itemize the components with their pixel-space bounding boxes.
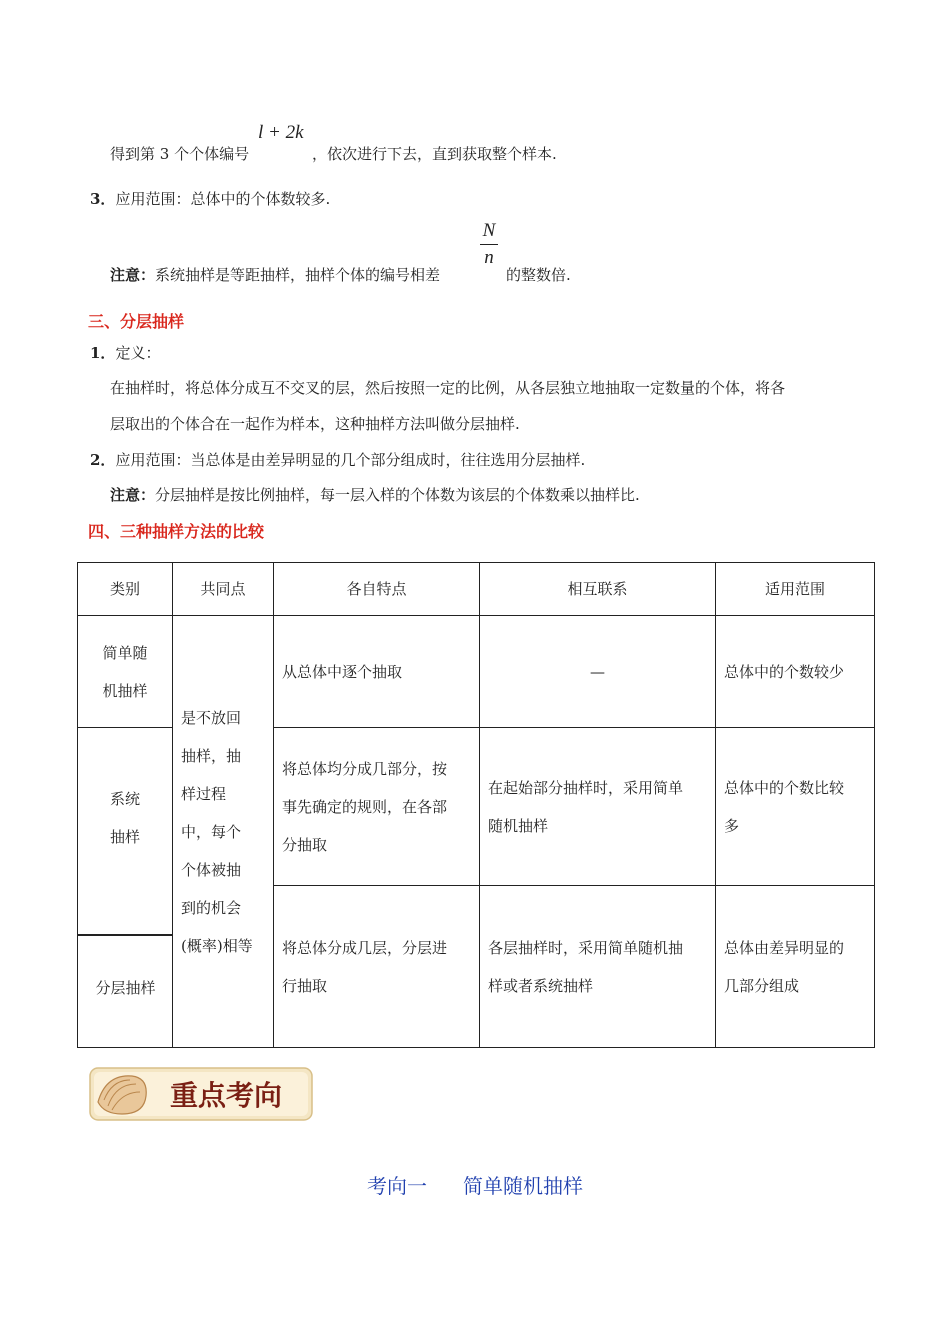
cell-text: (概率)相等 — [181, 936, 253, 955]
cell-relation — [480, 616, 716, 728]
header-relation: 相互联系 — [480, 563, 716, 616]
fraction-n-over-n — [477, 218, 501, 271]
cell-text: 各层抽样时，采用简单随机抽 — [488, 938, 684, 957]
table-header-row — [78, 563, 875, 616]
cell-text: 抽样 — [109, 828, 140, 846]
list-number: 3． — [90, 190, 116, 208]
cell-scope — [716, 728, 875, 886]
fraction-denominator: n — [484, 247, 494, 268]
cell-text: 将总体均分成几部分，按 — [282, 759, 448, 778]
cell-text: 样过程 — [181, 784, 227, 803]
cell-scope — [716, 886, 875, 1048]
cell-text: 事先确定的规则，在各部 — [282, 797, 448, 816]
s3-list-item-2 — [90, 450, 585, 470]
cell-common — [173, 616, 274, 1048]
cell-text: 多 — [724, 816, 740, 835]
cell-text: 总体中的个数比较 — [724, 778, 845, 797]
cell-text: 总体中的个数较少 — [724, 662, 845, 681]
shell-banner-icon — [86, 1062, 316, 1126]
cell-feature — [274, 728, 480, 886]
topic-part1: 考向一 — [367, 1174, 427, 1198]
cell-text: 简单随 — [102, 643, 148, 662]
cell-text: 系统 — [109, 790, 140, 808]
cell-relation — [480, 886, 716, 1048]
note1-after: 的整数倍. — [506, 266, 571, 284]
cell-text: 行抽取 — [282, 976, 328, 995]
cell-text: 个体被抽 — [181, 860, 242, 879]
note-line-1 — [110, 265, 440, 285]
cell-category — [78, 616, 173, 728]
cell-text: 总体由差异明显的 — [724, 938, 845, 957]
list-text: 应用范围：总体中的个体数较多. — [115, 190, 331, 208]
cell-text: 抽样，抽 — [181, 746, 242, 765]
note-label: 注意： — [110, 486, 156, 504]
cell-text: 将总体分成几层，分层进 — [282, 938, 448, 957]
line1-before: 得到第 3 个个体编号 — [110, 145, 250, 163]
s3-definition-line-2: 层取出的个体合在一起作为样本，这种抽样方法叫做分层抽样. — [110, 415, 520, 433]
note-line-2 — [110, 485, 640, 505]
cell-relation — [480, 728, 716, 886]
cell-text: 是不放回 — [181, 708, 242, 727]
list-number: 1． — [90, 344, 116, 362]
banner-text: 重点考向 — [169, 1079, 283, 1112]
formula-l-plus-2k: l + 2k — [258, 122, 304, 143]
cell-text: 在起始部分抽样时，采用简单 — [488, 778, 684, 797]
fraction-numerator: N — [482, 220, 496, 241]
body-line-1 — [110, 144, 249, 164]
list-text: 定义： — [115, 344, 161, 362]
section-title-3: 三、分层抽样 — [88, 312, 185, 331]
header-scope: 适用范围 — [716, 563, 875, 616]
topic-title — [0, 1170, 950, 1199]
s3-definition-line-1: 在抽样时，将总体分成互不交叉的层，然后按照一定的比例，从各层独立地抽取一定数量的个体，将各 — [110, 379, 786, 397]
cell-scope — [716, 616, 875, 728]
s3-list-item-1 — [90, 343, 160, 363]
note-text: 分层抽样是按比例抽样，每一层入样的个体数为该层的个体数乘以抽样比. — [155, 486, 640, 504]
cell-text: 几部分组成 — [724, 976, 800, 995]
list-text: 应用范围：当总体是由差异明显的几个部分组成时，往往选用分层抽样. — [115, 451, 586, 469]
cell-text: 中，每个 — [181, 822, 242, 841]
topic-part2: 简单随机抽样 — [463, 1174, 583, 1198]
list-number: 2． — [90, 451, 116, 469]
header-common: 共同点 — [173, 563, 274, 616]
cell-feature — [274, 616, 480, 728]
section-title-4: 四、三种抽样方法的比较 — [88, 522, 265, 541]
comparison-table — [77, 562, 875, 1048]
line1-after: ，依次进行下去，直到获取整个样本. — [312, 145, 557, 163]
header-feature: 各自特点 — [274, 563, 480, 616]
cell-text: 到的机会 — [181, 898, 242, 917]
cell-category-stratified: 分层抽样 — [95, 979, 156, 997]
category-divider — [78, 934, 173, 936]
list-item-3 — [90, 189, 330, 209]
cell-text: 样或者系统抽样 — [488, 976, 594, 995]
table-row-simple — [78, 616, 875, 728]
cell-text: — — [590, 662, 605, 681]
note-label: 注意： — [110, 266, 156, 284]
header-category: 类别 — [78, 563, 173, 616]
cell-text: 分抽取 — [282, 835, 328, 854]
cell-text: 机抽样 — [102, 681, 148, 700]
cell-text: 从总体中逐个抽取 — [282, 662, 403, 681]
note-text: 系统抽样是等距抽样，抽样个体的编号相差 — [155, 266, 441, 284]
cell-category — [78, 728, 173, 1048]
cell-feature — [274, 886, 480, 1048]
cell-text: 随机抽样 — [488, 816, 549, 835]
